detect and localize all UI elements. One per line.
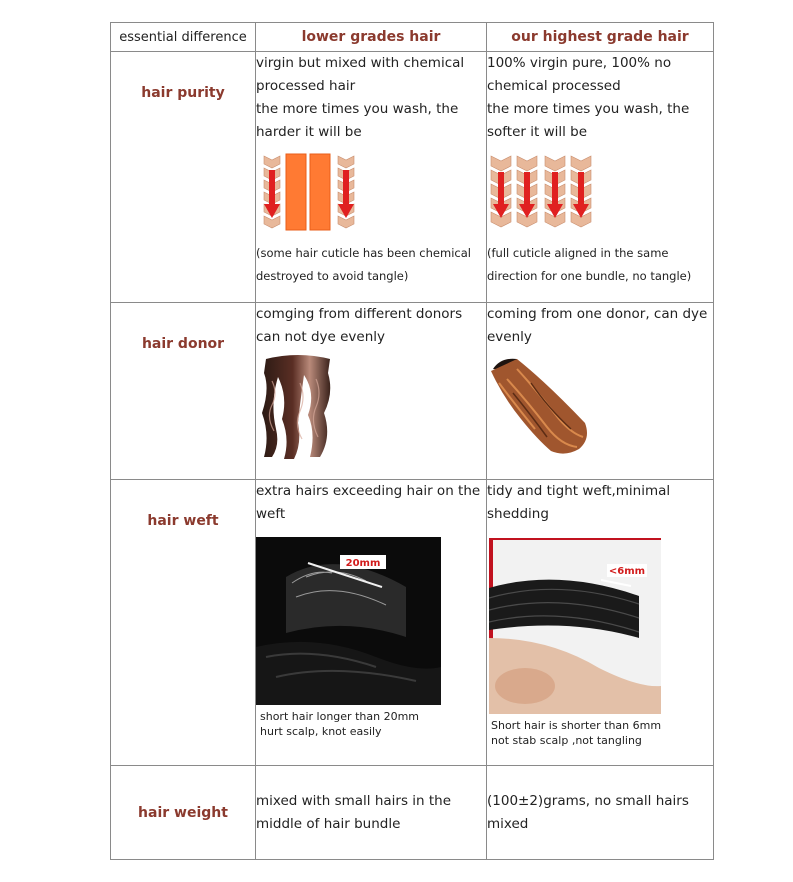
row-label-weight: hair weight <box>138 804 228 821</box>
cuticle-aligned-diagram-icon <box>489 152 593 234</box>
loose-weft-photo-icon <box>256 537 441 705</box>
weft-highest-badge: <6mm <box>608 566 646 577</box>
weft-highest-caption-1: Short hair is shorter than 6mm <box>491 719 662 732</box>
weight-highest-cell <box>487 766 714 860</box>
weight-lower-cell <box>256 766 487 860</box>
donor-lower-text: comging from different donors can not dye evenly <box>256 306 463 345</box>
weft-lower-caption-1: short hair longer than 20mm <box>260 710 420 723</box>
header-highest-grade: our highest grade hair <box>487 23 714 52</box>
weft-lower-badge: 20mm <box>345 558 381 569</box>
header-essential-difference: essential difference <box>111 23 256 52</box>
weight-highest-text: (100±2)grams, no small hairs mixed <box>487 792 689 832</box>
purity-lower-note: (some hair cuticle has been chemical destroyed to avoid tangle) <box>256 246 471 283</box>
cuticle-damaged-diagram-icon <box>260 152 360 234</box>
table-row-weft <box>111 480 714 766</box>
purity-highest-text-1: 100% virgin pure, 100% no chemical processed <box>487 55 672 94</box>
table-header-row <box>111 23 714 52</box>
purity-lower-text-2: the more times you wash, the harder it will be <box>256 101 459 140</box>
table-row-donor <box>111 303 714 480</box>
purity-lower-text-1: virgin but mixed with chemical processed hair <box>256 55 465 94</box>
donor-lower-cell <box>256 303 487 480</box>
weft-highest-caption-2: not stab scalp ,not tangling <box>491 734 642 747</box>
table-row-weight <box>111 766 714 860</box>
weft-highest-cell <box>487 480 714 766</box>
comparison-table <box>110 22 714 860</box>
weight-lower-text: mixed with small hairs in the middle of hair bundle <box>256 792 452 832</box>
mixed-donor-hair-photo-icon <box>258 353 338 461</box>
purity-highest-cell <box>487 52 714 303</box>
weft-lower-cell <box>256 480 487 766</box>
donor-highest-cell <box>487 303 714 480</box>
purity-highest-text-2: the more times you wash, the softer it will be <box>487 101 690 140</box>
donor-highest-text: coming from one donor, can dye evenly <box>487 306 708 345</box>
weft-lower-caption-2: hurt scalp, knot easily <box>260 725 382 738</box>
weft-lower-text: extra hairs exceeding hair on the weft <box>256 483 481 522</box>
purity-highest-note: (full cuticle aligned in the same direction for one bundle, no tangle) <box>487 246 692 283</box>
tight-weft-photo-icon <box>489 538 661 714</box>
single-donor-hair-photo-icon <box>487 353 595 459</box>
row-label-purity: hair purity <box>141 85 225 101</box>
row-label-donor: hair donor <box>141 336 225 352</box>
header-lower-grades: lower grades hair <box>256 23 487 52</box>
purity-lower-cell <box>256 52 487 303</box>
row-label-weft: hair weft <box>147 513 219 529</box>
weft-highest-text: tidy and tight weft,minimal shedding <box>487 483 671 522</box>
table-row-purity <box>111 52 714 303</box>
